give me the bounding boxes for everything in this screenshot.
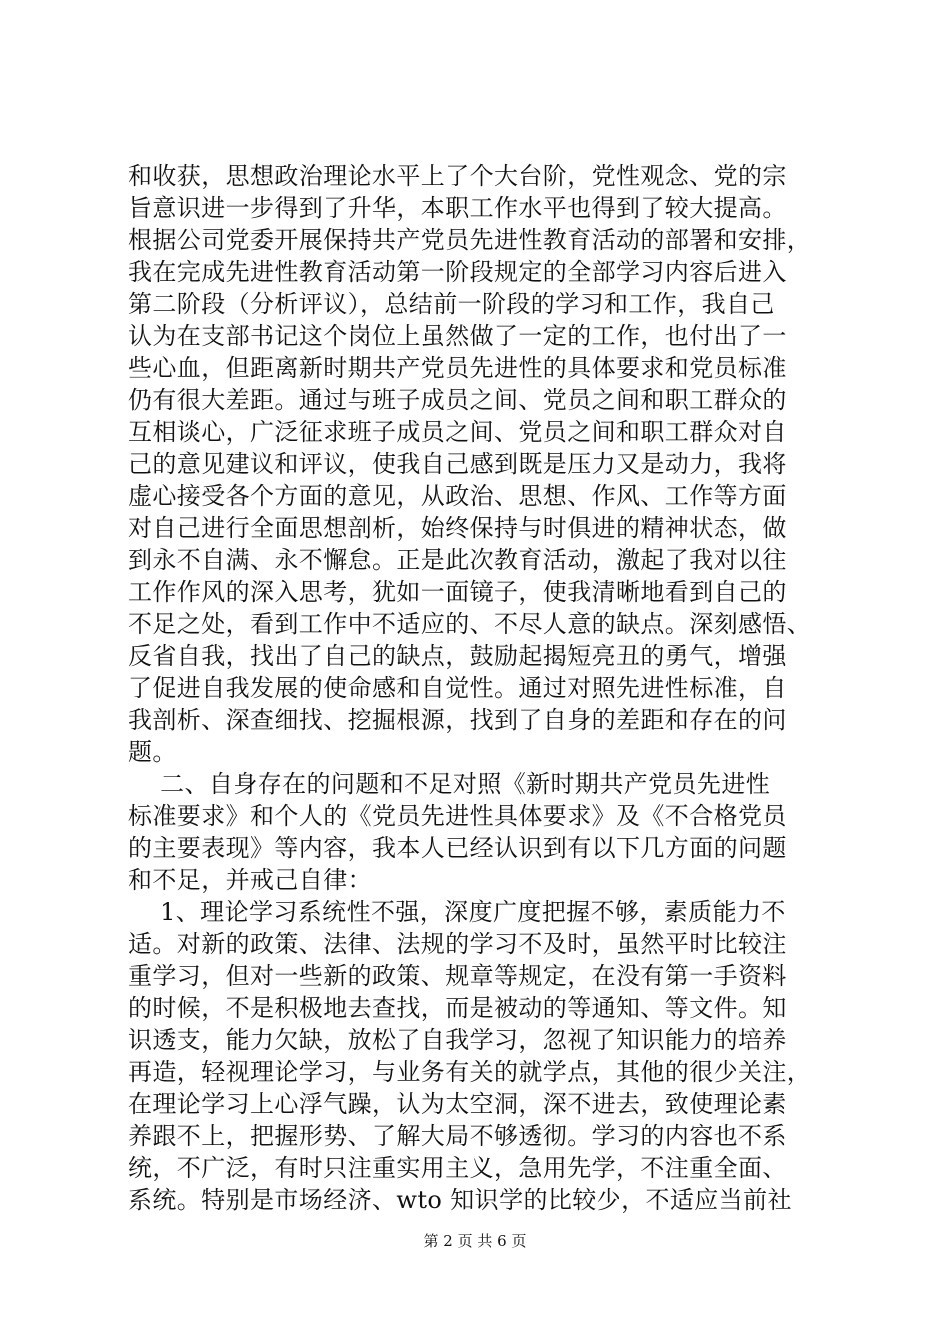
text-line: 适。对新的政策、法律、法规的学习不及时，虽然平时比较注 xyxy=(128,930,787,958)
text-line: 虚心接受各个方面的意见，从政治、思想、作风、工作等方面 xyxy=(128,482,787,510)
text-line: 识透支，能力欠缺，放松了自我学习，忽视了知识能力的培养 xyxy=(128,1026,787,1054)
text-line: 1、理论学习系统性不强，深度广度把握不够，素质能力不 xyxy=(128,898,786,926)
text-line: 再造，轻视理论学习，与业务有关的就学点，其他的很少关注， xyxy=(128,1058,812,1086)
text-line: 的主要表现》等内容，我本人已经认识到有以下几方面的问题 xyxy=(128,834,787,862)
text-line: 第二阶段（分析评议），总结前一阶段的学习和工作，我自己 xyxy=(128,290,775,318)
text-line: 在理论学习上心浮气躁，认为太空洞，深不进去，致使理论素 xyxy=(128,1090,787,1118)
text-line: 的时候，不是积极地去查找，而是被动的等通知、等文件。知 xyxy=(128,994,787,1022)
text-line: 反省自我，找出了自己的缺点，鼓励起揭短亮丑的勇气，增强 xyxy=(128,642,787,670)
text-line: 题。 xyxy=(128,738,177,766)
text-line: 己的意见建议和评议，使我自己感到既是压力又是动力，我将 xyxy=(128,450,787,478)
text-line: 标准要求》和个人的《党员先进性具体要求》及《不合格党员 xyxy=(128,802,787,830)
text-line: 重学习，但对一些新的政策、规章等规定，在没有第一手资料 xyxy=(128,962,787,990)
text-line: 养跟不上，把握形势、了解大局不够透彻。学习的内容也不系 xyxy=(128,1122,787,1150)
document-body xyxy=(128,160,828,1216)
page-footer: 第 2 页 共 6 页 xyxy=(423,1232,527,1250)
text-line: 工作作风的深入思考，犹如一面镜子，使我清晰地看到自己的 xyxy=(128,578,787,606)
text-line: 认为在支部书记这个岗位上虽然做了一定的工作，也付出了一 xyxy=(128,322,787,350)
text-line: 到永不自满、永不懈怠。正是此次教育活动，激起了我对以往 xyxy=(128,546,787,574)
text-line: 我剖析、深查细找、挖掘根源，找到了自身的差距和存在的问 xyxy=(128,706,787,734)
text-line: 对自己进行全面思想剖析，始终保持与时俱进的精神状态，做 xyxy=(128,514,787,542)
text-line: 仍有很大差距。通过与班子成员之间、党员之间和职工群众的 xyxy=(128,386,787,414)
text-line: 统，不广泛，有时只注重实用主义，急用先学，不注重全面、 xyxy=(128,1154,787,1182)
text-line: 不足之处，看到工作中不适应的、不尽人意的缺点。深刻感悟、 xyxy=(128,610,812,638)
text-line: 和不足，并戒己自律： xyxy=(128,866,372,894)
text-line: 系统。特别是市场经济、wto 知识学的比较少，不适应当前社 xyxy=(128,1186,792,1214)
text-line: 和收获，思想政治理论水平上了个大台阶，党性观念、党的宗 xyxy=(128,162,787,190)
text-line: 二、自身存在的问题和不足对照《新时期共产党员先进性 xyxy=(128,770,771,798)
text-line: 些心血，但距离新时期共产党员先进性的具体要求和党员标准 xyxy=(128,354,787,382)
text-line: 我在完成先进性教育活动第一阶段规定的全部学习内容后进入 xyxy=(128,258,787,286)
text-line: 旨意识进一步得到了升华，本职工作水平也得到了较大提高。 xyxy=(128,194,787,222)
text-line: 了促进自我发展的使命感和自觉性。通过对照先进性标准，自 xyxy=(128,674,787,702)
text-line: 互相谈心，广泛征求班子成员之间、党员之间和职工群众对自 xyxy=(128,418,787,446)
text-line: 根据公司党委开展保持共产党员先进性教育活动的部署和安排， xyxy=(128,226,812,254)
